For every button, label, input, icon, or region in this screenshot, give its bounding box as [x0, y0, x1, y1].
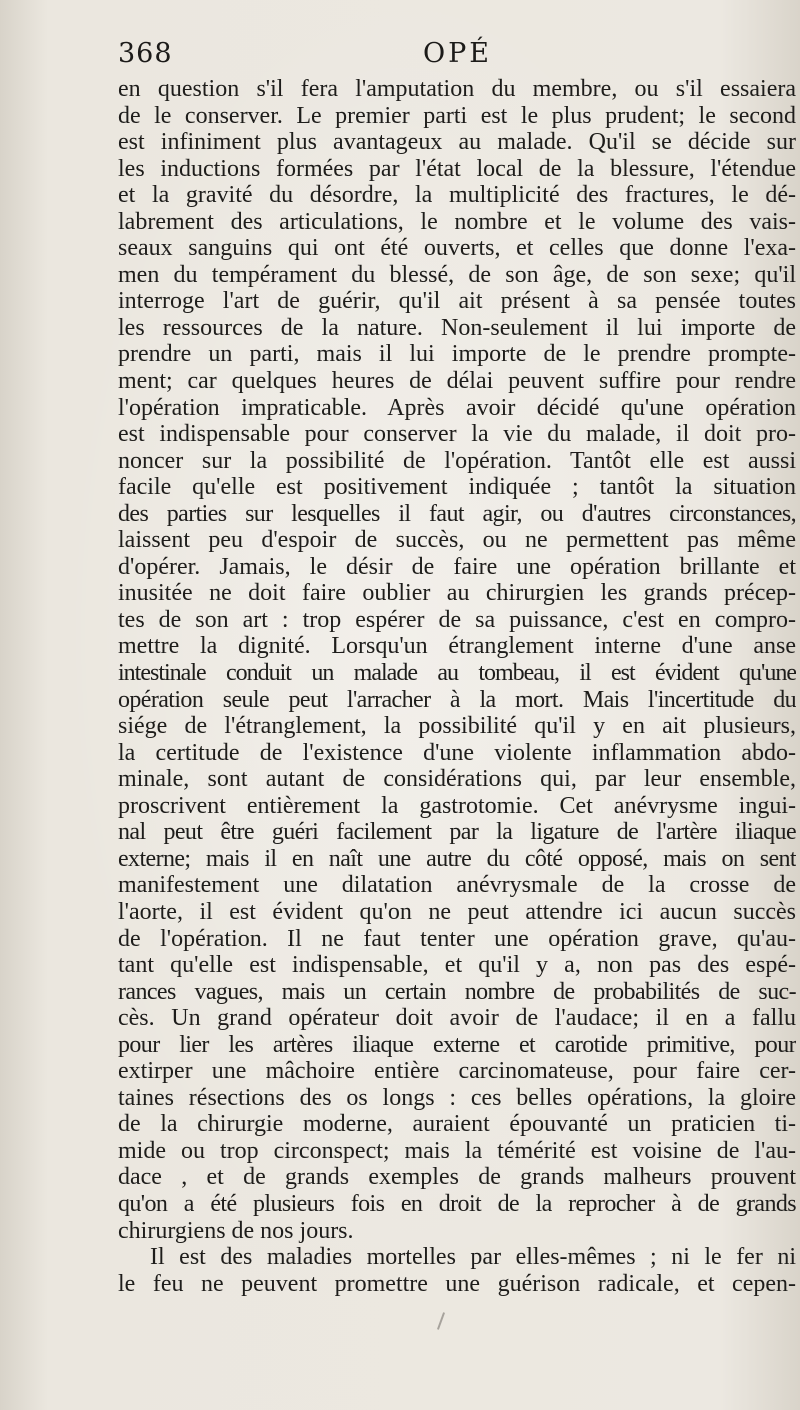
text-line: est infiniment plus avantageux au malade. Qu'il se décide sur	[118, 129, 796, 156]
text-line: intestinale conduit un malade au tombeau, il est évident qu'une	[118, 660, 796, 687]
text-line: taines résections des os longs : ces belles opérations, la gloire	[118, 1084, 796, 1111]
text-line: de la chirurgie moderne, auraient épouvanté un praticien ti-	[118, 1111, 796, 1138]
text-line: externe; mais il en naît une autre du côté opposé, mais on sent	[118, 845, 796, 872]
paragraph-start-line: Il est des maladies mortelles par elles-mêmes ; ni le fer ni	[150, 1244, 796, 1271]
text-line: noncer sur la possibilité de l'opération. Tantôt elle est aussi	[118, 447, 796, 474]
text-line: siége de l'étranglement, la possibilité qu'il y en ait plusieurs,	[118, 713, 796, 740]
text-line: tant qu'elle est indispensable, et qu'il y a, non pas des espé-	[118, 952, 796, 979]
text-line: men du tempérament du blessé, de son âge, de son sexe; qu'il	[118, 261, 796, 288]
text-line: manifestement une dilatation anévrysmale de la crosse de	[118, 872, 796, 899]
text-line: les inductions formées par l'état local de la blessure, l'étendue	[118, 155, 796, 182]
text-line: inusitée ne doit faire oublier au chirurgien les grands précep-	[118, 580, 796, 607]
text-line: des parties sur lesquelles il faut agir, ou d'autres circonstances,	[118, 500, 796, 527]
text-line: interroge l'art de guérir, qu'il ait présent à sa pensée toutes	[118, 288, 796, 315]
text-line: chirurgiens de nos jours.	[118, 1217, 354, 1244]
text-line: pour lier les artères iliaque externe et carotide primitive, pour	[118, 1031, 796, 1058]
ink-speck	[437, 1312, 445, 1330]
text-line: proscrivent entièrement la gastrotomie. Cet anévrysme ingui-	[118, 792, 796, 819]
text-line: laissent peu d'espoir de succès, ou ne permettent pas même	[118, 527, 796, 554]
text-line: l'opération impraticable. Après avoir décidé qu'une opération	[118, 394, 796, 421]
text-line: mettre la dignité. Lorsqu'un étranglement interne d'une anse	[118, 633, 796, 660]
text-line: ment; car quelques heures de délai peuvent suffire pour rendre	[118, 368, 796, 395]
text-line: les ressources de la nature. Non-seulement il lui importe de	[118, 314, 796, 341]
text-line: l'aorte, il est évident qu'on ne peut attendre ici aucun succès	[118, 898, 796, 925]
running-head: OPÉ	[423, 38, 493, 69]
text-line: de l'opération. Il ne faut tenter une opération grave, qu'au-	[118, 925, 796, 952]
text-line: seaux sanguins qui ont été ouverts, et celles que donne l'exa-	[118, 235, 796, 262]
text-line: le feu ne peuvent promettre une guérison radicale, et cepen-	[118, 1270, 796, 1297]
text-line: cès. Un grand opérateur doit avoir de l'audace; il en a fallu	[118, 1005, 796, 1032]
text-line: en question s'il fera l'amputation du membre, ou s'il essaiera	[118, 76, 796, 102]
text-line: prendre un parti, mais il lui importe de le prendre prompte-	[118, 341, 796, 368]
text-line: qu'on a été plusieurs fois en droit de la reprocher à de grands	[118, 1190, 796, 1217]
text-line: rances vagues, mais un certain nombre de probabilités de suc-	[118, 978, 796, 1005]
text-line: labrement des articulations, le nombre et le volume des vais-	[118, 208, 796, 235]
text-line: d'opérer. Jamais, le désir de faire une opération brillante et	[118, 553, 796, 580]
text-line: extirper une mâchoire entière carcinomateuse, pour faire cer-	[118, 1058, 796, 1085]
text-line: de le conserver. Le premier parti est le plus prudent; le second	[118, 102, 796, 129]
text-line: tes de son art : trop espérer de sa puissance, c'est en compro-	[118, 606, 796, 633]
text-line: et la gravité du désordre, la multiplicité des fractures, le dé-	[118, 182, 796, 209]
text-line: facile qu'elle est positivement indiquée ; tantôt la situation	[118, 474, 796, 501]
page-header	[118, 38, 794, 74]
text-line: nal peut être guéri facilement par la ligature de l'artère iliaque	[118, 819, 796, 846]
body-text	[118, 76, 796, 1297]
text-line: mide ou trop circonspect; mais la témérité est voisine de l'au-	[118, 1137, 796, 1164]
text-line: la certitude de l'existence d'une violente inflammation abdo-	[118, 739, 796, 766]
text-line: minale, sont autant de considérations qui, par leur ensemble,	[118, 766, 796, 793]
text-line: est indispensable pour conserver la vie du malade, il doit pro-	[118, 421, 796, 448]
text-line: dace , et de grands exemples de grands malheurs prouvent	[118, 1164, 796, 1191]
page-number: 368	[118, 38, 173, 69]
text-line: opération seule peut l'arracher à la mort. Mais l'incertitude du	[118, 686, 796, 713]
